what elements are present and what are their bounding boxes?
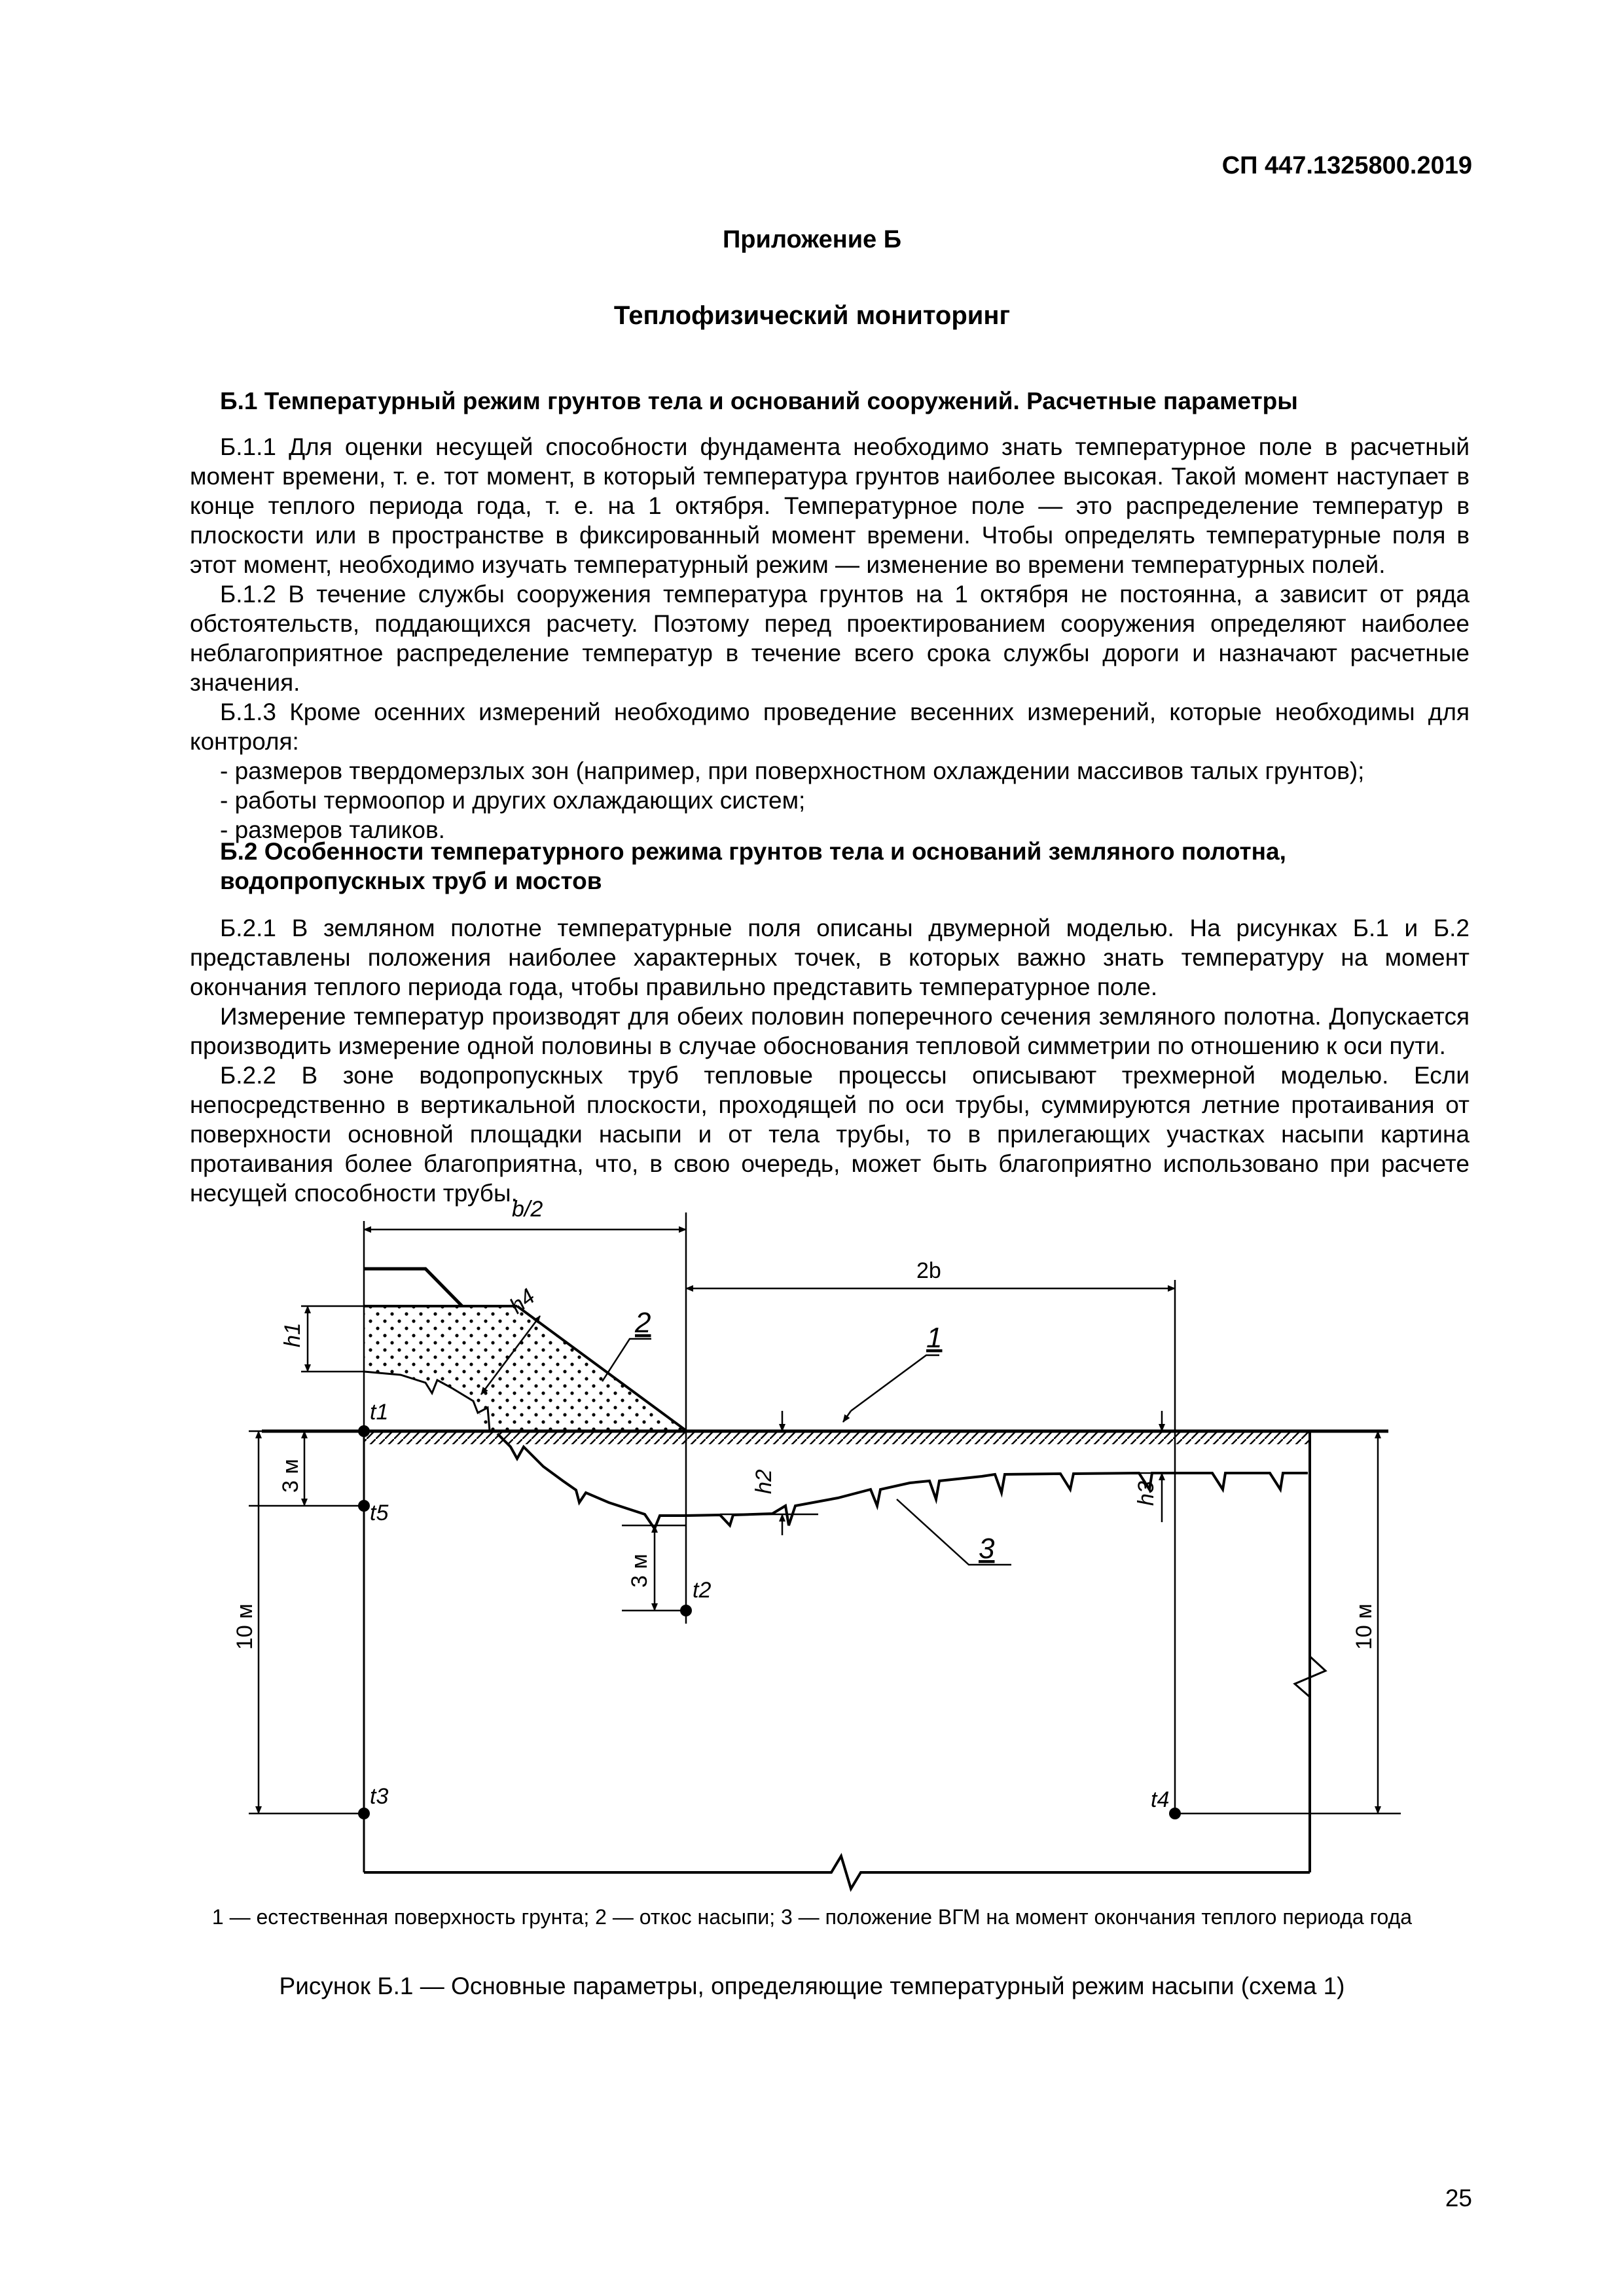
list-item: - работы термоопор и других охлаждающих систем; (220, 787, 806, 814)
t5-label: t5 (370, 1501, 389, 1525)
paragraph-b-1-3: Б.1.3 Кроме осенних измерений необходимо проведение весенних измерений, которые необходимы для контроля: (190, 699, 1470, 755)
paragraph-b-1-2: Б.1.2 В течение службы сооружения температура грунтов на 1 октября не постоянна, а зависит от ряда обстоятельств, поддающихся расчету. Поэтому перед проектированием сооружения определяют наиболее неблагоприятное распределение температур в течение всего срока службы дороги и назначают расчетные значения. (190, 581, 1470, 696)
section-1-body (190, 432, 1470, 845)
h4-label: h4 (505, 1284, 540, 1319)
two-b-label: 2b (916, 1258, 941, 1283)
section-2-heading (220, 837, 1464, 896)
permafrost-table-line (497, 1434, 1308, 1529)
h1-label: h1 (280, 1322, 305, 1347)
list-item: - размеров таликов. (220, 816, 445, 843)
b-half-label: b/2 (512, 1198, 543, 1222)
section-2-heading-line-2: водопропускных труб и мостов (220, 867, 602, 894)
list-item: - размеров твердомерзлых зон (например, при поверхностном охлаждении массивов талых грунтов); (220, 757, 1365, 784)
paragraph-b-1-1: Б.1.1 Для оценки несущей способности фундамента необходимо знать температурное поле в расчетный момент времени, т. е. тот момент, в который температура грунтов наиболее высокая. Такой момент наступает в конце теплого периода года, т. е. на 1 октября. Температурное поле — это распределение температур в плоскости или в пространстве в фиксированный момент времени. Чтобы определять температурные поля в этот момент, необходимо изучать температурный режим — изменение во времени температурных полей. (190, 433, 1470, 578)
appendix-title: Приложение Б (722, 226, 902, 253)
ten-m-right-label: 10 м (1352, 1603, 1377, 1650)
callout-3: 3 (979, 1533, 995, 1565)
paragraph-b-2-2: Б.2.2 В зоне водопропускных труб тепловые процессы описывают трехмерной моделью. Если непосредственно в вертикальной плоскости, проходящей по оси трубы, суммируются летние протаивания от поверхности основной площадки насыпи и от тела трубы, то в прилегающих участках насыпи картина протаивания более благоприятна, что, в свою очередь, может быть благоприятно использовано при расчете несущей способности трубы. (190, 1062, 1470, 1207)
t4-label: t4 (1151, 1787, 1170, 1812)
section-2-heading-line-1: Б.2 Особенности температурного режима грунтов тела и оснований земляного полотна, (220, 838, 1286, 865)
appendix-subtitle: Теплофизический мониторинг (613, 301, 1011, 330)
figure-caption: Рисунок Б.1 — Основные параметры, определяющие температурный режим насыпи (схема 1) (279, 1973, 1345, 1999)
paragraph-measurement: Измерение температур производят для обеих половин поперечного сечения земляного полотна. Допускается производить измерение одной половины в случае обоснования тепловой симметрии по отношению к оси пути. (190, 1003, 1470, 1059)
three-m-center-label: 3 м (627, 1554, 652, 1588)
h2-label: h2 (751, 1469, 776, 1494)
section-2-body (190, 913, 1470, 1208)
paragraph-b-2-1: Б.2.1 В земляном полотне температурные поля описаны двумерной моделью. На рисунках Б.1 и Б.2 представлены положения наиболее характерных точек, в которых важно знать температуру на момент окончания теплого периода года, чтобы правильно представить температурное поле. (190, 915, 1470, 1000)
bottom-break-line (364, 1856, 1310, 1889)
section-1-heading: Б.1 Температурный режим грунтов тела и оснований сооружений. Расчетные параметры (220, 388, 1298, 414)
page-number: 25 (1445, 2185, 1472, 2212)
t3-label: t3 (370, 1784, 389, 1809)
dimension-lines (249, 1212, 1401, 1813)
t2-label: t2 (693, 1578, 712, 1603)
figure-legend: 1 — естественная поверхность грунта; 2 — откос насыпи; 3 — положение ВГМ на момент окончания теплого периода года (211, 1905, 1413, 1929)
callout-1: 1 (926, 1322, 943, 1354)
document-code: СП 447.1325800.2019 (1221, 152, 1472, 179)
embankment-diagram (0, 1198, 1624, 1892)
three-m-left-label: 3 м (278, 1459, 303, 1493)
ten-m-left-label: 10 м (232, 1603, 257, 1650)
h3-label: h3 (1134, 1481, 1159, 1506)
t1-label: t1 (370, 1400, 389, 1425)
callout-2: 2 (635, 1307, 651, 1339)
